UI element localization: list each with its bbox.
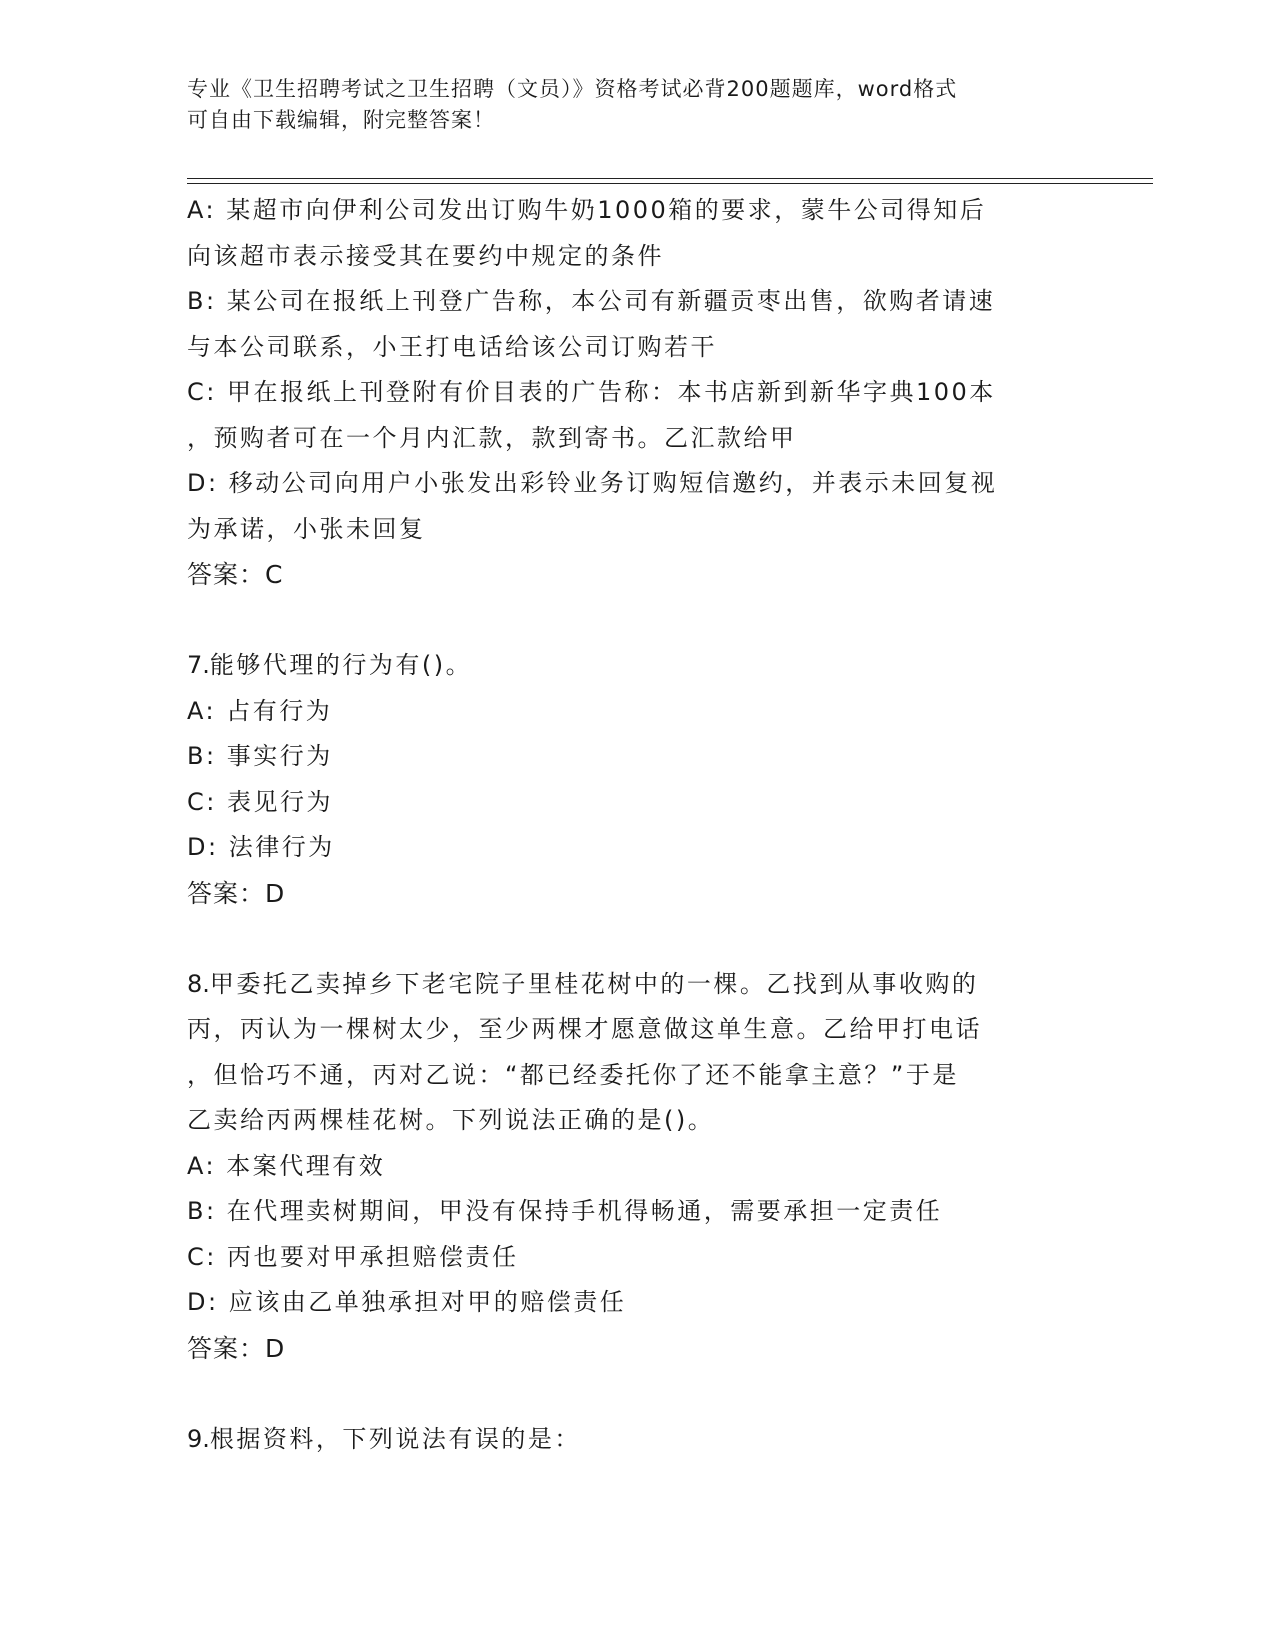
question-9	[187, 1417, 1087, 1463]
header-line-1: 专业《卫生招聘考试之卫生招聘（文员）》资格考试必背200题题库，word格式	[187, 77, 958, 101]
document-body	[187, 188, 1087, 1462]
option-b: B: 事实行为	[187, 742, 333, 770]
option-d: D: 法律行为	[187, 833, 335, 861]
option-c-line-2: ，预购者可在一个月内汇款，款到寄书。乙汇款给甲	[187, 423, 797, 452]
option-a: A: 本案代理有效	[187, 1151, 386, 1180]
option-a: A: 占有行为	[187, 696, 333, 725]
question-stem-line-1: 8.甲委托乙卖掉乡下老宅院子里桂花树中的一棵。乙找到从事收购的	[187, 969, 979, 998]
header-divider-top	[187, 178, 1153, 179]
answer-line: 答案：D	[187, 878, 286, 908]
option-b: B: 在代理卖树期间，甲没有保持手机得畅通，需要承担一定责任	[187, 1197, 943, 1225]
option-d-line-2: 为承诺，小张未回复	[187, 514, 426, 543]
option-c: C: 丙也要对甲承担赔偿责任	[187, 1242, 519, 1271]
option-b-line-2: 与本公司联系，小王打电话给该公司订购若干	[187, 332, 717, 361]
question-stem-line-2: 丙，丙认为一棵树太少，至少两棵才愿意做这单生意。乙给甲打电话	[187, 1015, 982, 1043]
question-stem: 9.根据资料，下列说法有误的是：	[187, 1424, 581, 1453]
option-d: D: 应该由乙单独承担对甲的赔偿责任	[187, 1288, 627, 1316]
option-a-line-1: A: 某超市向伊利公司发出订购牛奶1000箱的要求，蒙牛公司得知后	[187, 196, 987, 224]
option-c-line-1: C: 甲在报纸上刊登附有价目表的广告称：本书店新到新华字典100本	[187, 378, 996, 406]
answer-line: 答案：C	[187, 560, 284, 589]
header-divider-bottom	[187, 183, 1153, 184]
question-stem-line-3: ，但恰巧不通，丙对乙说：“都已经委托你了还不能拿主意？”于是	[187, 1060, 959, 1089]
document-header	[187, 74, 1067, 136]
answer-line: 答案：D	[187, 1333, 286, 1363]
option-c: C: 表见行为	[187, 787, 333, 816]
option-b-line-1: B: 某公司在报纸上刊登广告称，本公司有新疆贡枣出售，欲购者请速	[187, 287, 996, 315]
question-stem: 7.能够代理的行为有()。	[187, 651, 473, 679]
question-stem-line-4: 乙卖给丙两棵桂花树。下列说法正确的是()。	[187, 1106, 715, 1134]
question-6-continued	[187, 188, 1087, 598]
question-8	[187, 962, 1087, 1372]
question-7	[187, 643, 1087, 916]
header-line-2: 可自由下载编辑，附完整答案！	[187, 108, 495, 132]
option-a-line-2: 向该超市表示接受其在要约中规定的条件	[187, 241, 664, 270]
option-d-line-1: D: 移动公司向用户小张发出彩铃业务订购短信邀约，并表示未回复视	[187, 469, 998, 497]
